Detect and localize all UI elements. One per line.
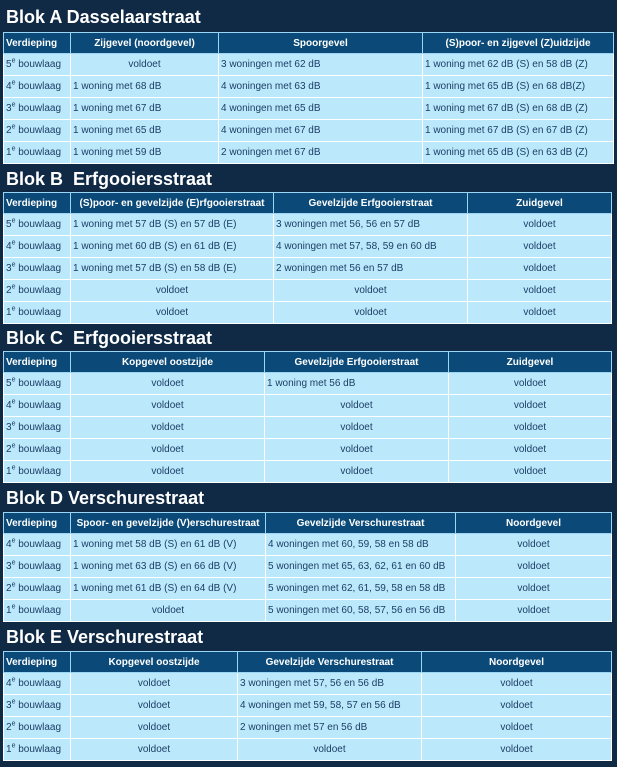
column-header: Kopgevel oostzijde xyxy=(71,652,238,673)
floor-suffix: bouwlaag xyxy=(15,678,62,689)
floor-ordinal: e xyxy=(11,720,16,728)
floor-ordinal: e xyxy=(11,239,16,247)
table-cell: voldoet xyxy=(468,302,612,324)
table-cell: voldoet xyxy=(71,373,265,395)
column-header: Zuidgevel xyxy=(468,193,612,214)
column-header: Verdieping xyxy=(4,193,71,214)
floor-ordinal: e xyxy=(11,676,16,684)
table-cell: voldoet xyxy=(71,673,238,695)
floor-ordinal: e xyxy=(11,442,16,450)
floor-suffix: bouwlaag xyxy=(15,422,62,433)
column-header: Zuidgevel xyxy=(449,352,612,373)
column-header: Verdieping xyxy=(4,652,71,673)
floor-number: 2 xyxy=(6,444,12,455)
table-row xyxy=(4,417,612,439)
floor-suffix: bouwlaag xyxy=(15,722,62,733)
table-cell: voldoet xyxy=(456,600,612,622)
table-cell: voldoet xyxy=(422,695,612,717)
table-cell: voldoet xyxy=(71,461,265,483)
floor-cell xyxy=(4,556,71,578)
column-header: Gevelzijde Verschurestraat xyxy=(266,513,456,534)
floor-cell xyxy=(4,695,71,717)
floor-cell xyxy=(4,673,71,695)
header-row xyxy=(4,352,612,373)
header-row xyxy=(4,193,612,214)
table-row xyxy=(4,556,612,578)
table-cell: voldoet xyxy=(274,302,468,324)
floor-ordinal: e xyxy=(11,283,16,291)
column-header: Gevelzijde Erfgooierstraat xyxy=(274,193,468,214)
floor-cell xyxy=(4,258,71,280)
table-cell: 1 woning met 67 dB xyxy=(71,98,219,120)
table-cell: 3 woningen met 56, 56 en 57 dB xyxy=(274,214,468,236)
table-cell: 5 woningen met 65, 63, 62, 61 en 60 dB xyxy=(266,556,456,578)
table-cell: voldoet xyxy=(71,439,265,461)
floor-ordinal: e xyxy=(11,464,16,472)
table-cell: voldoet xyxy=(422,739,612,761)
table-cell: 4 woningen met 65 dB xyxy=(219,98,423,120)
column-header: Kopgevel oostzijde xyxy=(71,352,265,373)
block-table xyxy=(3,192,612,324)
table-cell: 1 woning met 57 dB (S) en 57 dB (E) xyxy=(71,214,274,236)
column-header: Spoorgevel xyxy=(219,33,423,54)
table-row xyxy=(4,76,614,98)
column-header: Verdieping xyxy=(4,33,71,54)
table-cell: voldoet xyxy=(449,373,612,395)
floor-cell xyxy=(4,280,71,302)
table-cell: voldoet xyxy=(449,395,612,417)
floor-suffix: bouwlaag xyxy=(15,103,62,114)
floor-ordinal: e xyxy=(11,603,16,611)
table-cell: 1 woning met 63 dB (S) en 66 dB (V) xyxy=(71,556,266,578)
table-cell: 2 woningen met 67 dB xyxy=(219,142,423,164)
table-cell: 1 woning met 60 dB (S) en 61 dB (E) xyxy=(71,236,274,258)
floor-number: 1 xyxy=(6,307,12,318)
block-title: Blok C Erfgooiersstraat xyxy=(6,328,213,348)
table-cell: voldoet xyxy=(71,739,238,761)
floor-suffix: bouwlaag xyxy=(15,147,62,158)
table-cell: 1 woning met 61 dB (S) en 64 dB (V) xyxy=(71,578,266,600)
table-cell: voldoet xyxy=(422,673,612,695)
table-row xyxy=(4,739,612,761)
floor-ordinal: e xyxy=(11,537,16,545)
floor-number: 1 xyxy=(6,147,12,158)
floor-ordinal: e xyxy=(11,420,16,428)
table-cell: 3 woningen met 57, 56 en 56 dB xyxy=(238,673,422,695)
floor-suffix: bouwlaag xyxy=(15,125,62,136)
table-cell: voldoet xyxy=(71,600,266,622)
table-row xyxy=(4,717,612,739)
floor-number: 5 xyxy=(6,378,12,389)
header-row xyxy=(4,33,614,54)
floor-suffix: bouwlaag xyxy=(15,700,62,711)
table-cell: 2 woningen met 56 en 57 dB xyxy=(274,258,468,280)
floor-number: 3 xyxy=(6,422,12,433)
table-cell: 1 woning met 59 dB xyxy=(71,142,219,164)
floor-ordinal: e xyxy=(11,581,16,589)
table-cell: voldoet xyxy=(274,280,468,302)
table-cell: voldoet xyxy=(265,439,449,461)
floor-suffix: bouwlaag xyxy=(15,561,62,572)
floor-cell xyxy=(4,717,71,739)
table-cell: voldoet xyxy=(468,236,612,258)
floor-number: 2 xyxy=(6,125,12,136)
floor-cell xyxy=(4,600,71,622)
table-row xyxy=(4,258,612,280)
table-row xyxy=(4,395,612,417)
floor-suffix: bouwlaag xyxy=(15,285,62,296)
floor-cell xyxy=(4,98,71,120)
floor-suffix: bouwlaag xyxy=(15,59,62,70)
floor-number: 3 xyxy=(6,263,12,274)
table-cell: voldoet xyxy=(71,280,274,302)
table-cell: 5 woningen met 62, 61, 59, 58 en 58 dB xyxy=(266,578,456,600)
floor-ordinal: e xyxy=(11,101,16,109)
table-row xyxy=(4,120,614,142)
block-title: Blok D Verschurestraat xyxy=(6,488,205,508)
floor-number: 5 xyxy=(6,59,12,70)
floor-number: 2 xyxy=(6,722,12,733)
table-row xyxy=(4,373,612,395)
floor-cell xyxy=(4,578,71,600)
floor-number: 2 xyxy=(6,285,12,296)
floor-ordinal: e xyxy=(11,398,16,406)
table-cell: 1 woning met 67 dB (S) en 68 dB (Z) xyxy=(423,98,614,120)
column-header: Verdieping xyxy=(4,352,71,373)
table-cell: voldoet xyxy=(71,717,238,739)
floor-number: 1 xyxy=(6,744,12,755)
table-cell: voldoet xyxy=(238,739,422,761)
floor-ordinal: e xyxy=(11,79,16,87)
floor-cell xyxy=(4,302,71,324)
floor-ordinal: e xyxy=(11,376,16,384)
column-header: Noordgevel xyxy=(422,652,612,673)
header-row xyxy=(4,652,612,673)
floor-suffix: bouwlaag xyxy=(15,307,62,318)
table-cell: 1 woning met 65 dB (S) en 63 dB (Z) xyxy=(423,142,614,164)
floor-ordinal: e xyxy=(11,217,16,225)
table-cell: voldoet xyxy=(456,534,612,556)
table-cell: voldoet xyxy=(71,695,238,717)
table-cell: voldoet xyxy=(449,461,612,483)
floor-cell xyxy=(4,214,71,236)
table-row xyxy=(4,534,612,556)
column-header: Verdieping xyxy=(4,513,71,534)
floor-suffix: bouwlaag xyxy=(15,219,62,230)
floor-ordinal: e xyxy=(11,261,16,269)
table-cell: voldoet xyxy=(71,54,219,76)
floor-ordinal: e xyxy=(11,145,16,153)
table-row xyxy=(4,302,612,324)
floor-suffix: bouwlaag xyxy=(15,466,62,477)
table-cell: 1 woning met 57 dB (S) en 58 dB (E) xyxy=(71,258,274,280)
column-header: (S)poor- en zijgevel (Z)uidzijde xyxy=(423,33,614,54)
floor-cell xyxy=(4,76,71,98)
floor-number: 4 xyxy=(6,241,12,252)
floor-number: 4 xyxy=(6,400,12,411)
table-cell: voldoet xyxy=(422,717,612,739)
floor-number: 3 xyxy=(6,103,12,114)
table-cell: voldoet xyxy=(265,417,449,439)
floor-suffix: bouwlaag xyxy=(15,744,62,755)
table-cell: 2 woningen met 57 en 56 dB xyxy=(238,717,422,739)
table-cell: voldoet xyxy=(456,556,612,578)
table-cell: 1 woning met 67 dB (S) en 67 dB (Z) xyxy=(423,120,614,142)
block-table xyxy=(3,512,612,622)
table-cell: 1 woning met 65 dB xyxy=(71,120,219,142)
table-cell: voldoet xyxy=(71,417,265,439)
floor-suffix: bouwlaag xyxy=(15,583,62,594)
floor-ordinal: e xyxy=(11,305,16,313)
table-cell: 1 woning met 68 dB xyxy=(71,76,219,98)
floor-ordinal: e xyxy=(11,742,16,750)
table-row xyxy=(4,600,612,622)
column-header: (S)poor- en gevelzijde (E)rfgooierstraat xyxy=(71,193,274,214)
floor-suffix: bouwlaag xyxy=(15,444,62,455)
column-header: Gevelzijde Verschurestraat xyxy=(238,652,422,673)
floor-cell xyxy=(4,417,71,439)
table-cell: 4 woningen met 57, 58, 59 en 60 dB xyxy=(274,236,468,258)
floor-number: 5 xyxy=(6,219,12,230)
floor-suffix: bouwlaag xyxy=(15,81,62,92)
floor-number: 1 xyxy=(6,605,12,616)
block-title: Blok E Verschurestraat xyxy=(6,627,204,647)
table-row xyxy=(4,578,612,600)
table-row xyxy=(4,98,614,120)
table-cell: voldoet xyxy=(456,578,612,600)
table-row xyxy=(4,461,612,483)
block-title: Blok A Dasselaarstraat xyxy=(6,7,201,27)
table-cell: 4 woningen met 67 dB xyxy=(219,120,423,142)
header-row xyxy=(4,513,612,534)
floor-number: 3 xyxy=(6,561,12,572)
floor-suffix: bouwlaag xyxy=(15,241,62,252)
floor-cell xyxy=(4,395,71,417)
floor-number: 4 xyxy=(6,678,12,689)
floor-cell xyxy=(4,142,71,164)
floor-suffix: bouwlaag xyxy=(15,539,62,550)
table-row xyxy=(4,54,614,76)
table-cell: 1 woning met 58 dB (S) en 61 dB (V) xyxy=(71,534,266,556)
table-row xyxy=(4,695,612,717)
floor-cell xyxy=(4,534,71,556)
floor-ordinal: e xyxy=(11,123,16,131)
table-cell: 1 woning met 56 dB xyxy=(265,373,449,395)
table-cell: voldoet xyxy=(468,280,612,302)
floor-suffix: bouwlaag xyxy=(15,263,62,274)
block-title: Blok B Erfgooiersstraat xyxy=(6,169,213,189)
column-header: Gevelzijde Erfgooierstraat xyxy=(265,352,449,373)
table-cell: 4 woningen met 59, 58, 57 en 56 dB xyxy=(238,695,422,717)
table-cell: voldoet xyxy=(468,214,612,236)
table-cell: voldoet xyxy=(71,395,265,417)
table-cell: 4 woningen met 60, 59, 58 en 58 dB xyxy=(266,534,456,556)
block-table xyxy=(3,651,612,761)
floor-suffix: bouwlaag xyxy=(15,378,62,389)
table-cell: voldoet xyxy=(71,302,274,324)
table-cell: 3 woningen met 62 dB xyxy=(219,54,423,76)
floor-suffix: bouwlaag xyxy=(15,605,62,616)
table-row xyxy=(4,142,614,164)
column-header: Spoor- en gevelzijde (V)erschurestraat xyxy=(71,513,266,534)
floor-number: 4 xyxy=(6,539,12,550)
table-row xyxy=(4,673,612,695)
floor-number: 3 xyxy=(6,700,12,711)
table-row xyxy=(4,214,612,236)
table-cell: 5 woningen met 60, 58, 57, 56 en 56 dB xyxy=(266,600,456,622)
table-row xyxy=(4,280,612,302)
floor-ordinal: e xyxy=(11,559,16,567)
floor-cell xyxy=(4,461,71,483)
table-cell: voldoet xyxy=(468,258,612,280)
floor-cell xyxy=(4,54,71,76)
floor-cell xyxy=(4,739,71,761)
table-cell: voldoet xyxy=(449,439,612,461)
floor-suffix: bouwlaag xyxy=(15,400,62,411)
column-header: Zijgevel (noordgevel) xyxy=(71,33,219,54)
floor-ordinal: e xyxy=(11,57,16,65)
floor-number: 4 xyxy=(6,81,12,92)
table-cell: 1 woning met 65 dB (S) en 68 dB(Z) xyxy=(423,76,614,98)
table-row xyxy=(4,439,612,461)
floor-cell xyxy=(4,236,71,258)
floor-cell xyxy=(4,373,71,395)
floor-ordinal: e xyxy=(11,698,16,706)
table-cell: voldoet xyxy=(265,461,449,483)
table-row xyxy=(4,236,612,258)
table-cell: voldoet xyxy=(449,417,612,439)
block-table xyxy=(3,32,614,164)
block-table xyxy=(3,351,612,483)
floor-number: 2 xyxy=(6,583,12,594)
table-cell: 4 woningen met 63 dB xyxy=(219,76,423,98)
floor-cell xyxy=(4,120,71,142)
table-cell: voldoet xyxy=(265,395,449,417)
column-header: Noordgevel xyxy=(456,513,612,534)
floor-cell xyxy=(4,439,71,461)
floor-number: 1 xyxy=(6,466,12,477)
table-cell: 1 woning met 62 dB (S) en 58 dB (Z) xyxy=(423,54,614,76)
